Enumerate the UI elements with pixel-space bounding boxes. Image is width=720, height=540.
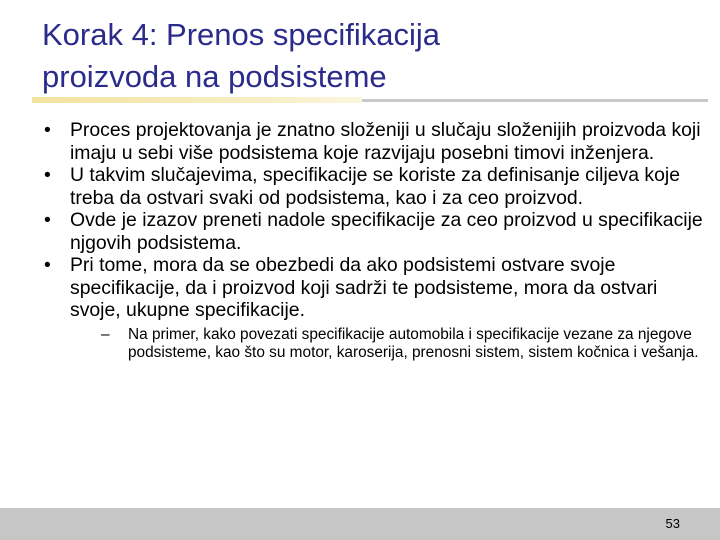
page-number: 53 xyxy=(665,516,680,531)
slide-title xyxy=(42,14,682,98)
sub-bullet-mark: – xyxy=(101,325,110,343)
bullet-list xyxy=(44,119,704,363)
title-accent-bar xyxy=(32,97,362,103)
bullet-text: Proces projektovanja je znatno složeniji u slučaju složenijih proizvoda koji imaju u sebi više podsistema koje razvijaju posebni timovi inženjera. xyxy=(70,119,701,164)
sub-bullet-list xyxy=(70,326,704,363)
sub-bullet-item xyxy=(101,326,704,363)
bullet-mark: • xyxy=(44,254,51,276)
bullet-item xyxy=(44,254,704,363)
title-underline-rule xyxy=(360,99,708,102)
bullet-mark: • xyxy=(44,119,51,141)
bullet-item xyxy=(44,209,704,254)
bullet-mark: • xyxy=(44,164,51,186)
bullet-text: Ovde je izazov preneti nadole specifikacije za ceo proizvod u specifikacije njgovih podsistema. xyxy=(70,209,703,254)
bullet-text: U takvim slučajevima, specifikacije se koriste za definisanje ciljeva koje treba da ostvari svaki od podsistema, kao i za ceo proizvod. xyxy=(70,164,680,209)
bullet-item xyxy=(44,164,704,209)
bullet-item xyxy=(44,119,704,164)
footer-bar xyxy=(0,508,720,540)
bullet-mark: • xyxy=(44,209,51,231)
sub-bullet-text: Na primer, kako povezati specifikacije automobila i specifikacije vezane za njegove podsisteme, kao što su motor, karoserija, prenosni sistem, sistem kočnica i vešanja. xyxy=(128,325,699,361)
bullet-text: Pri tome, mora da se obezbedi da ako podsistemi ostvare svoje specifikacije, da i proizvod koji sadrži te podsisteme, mora da ostvari svoje, ukupne specifikacije. xyxy=(70,254,658,321)
slide-title-line-2: proizvoda na podsisteme xyxy=(42,59,387,94)
slide-title-line-1: Korak 4: Prenos specifikacija xyxy=(42,17,441,52)
